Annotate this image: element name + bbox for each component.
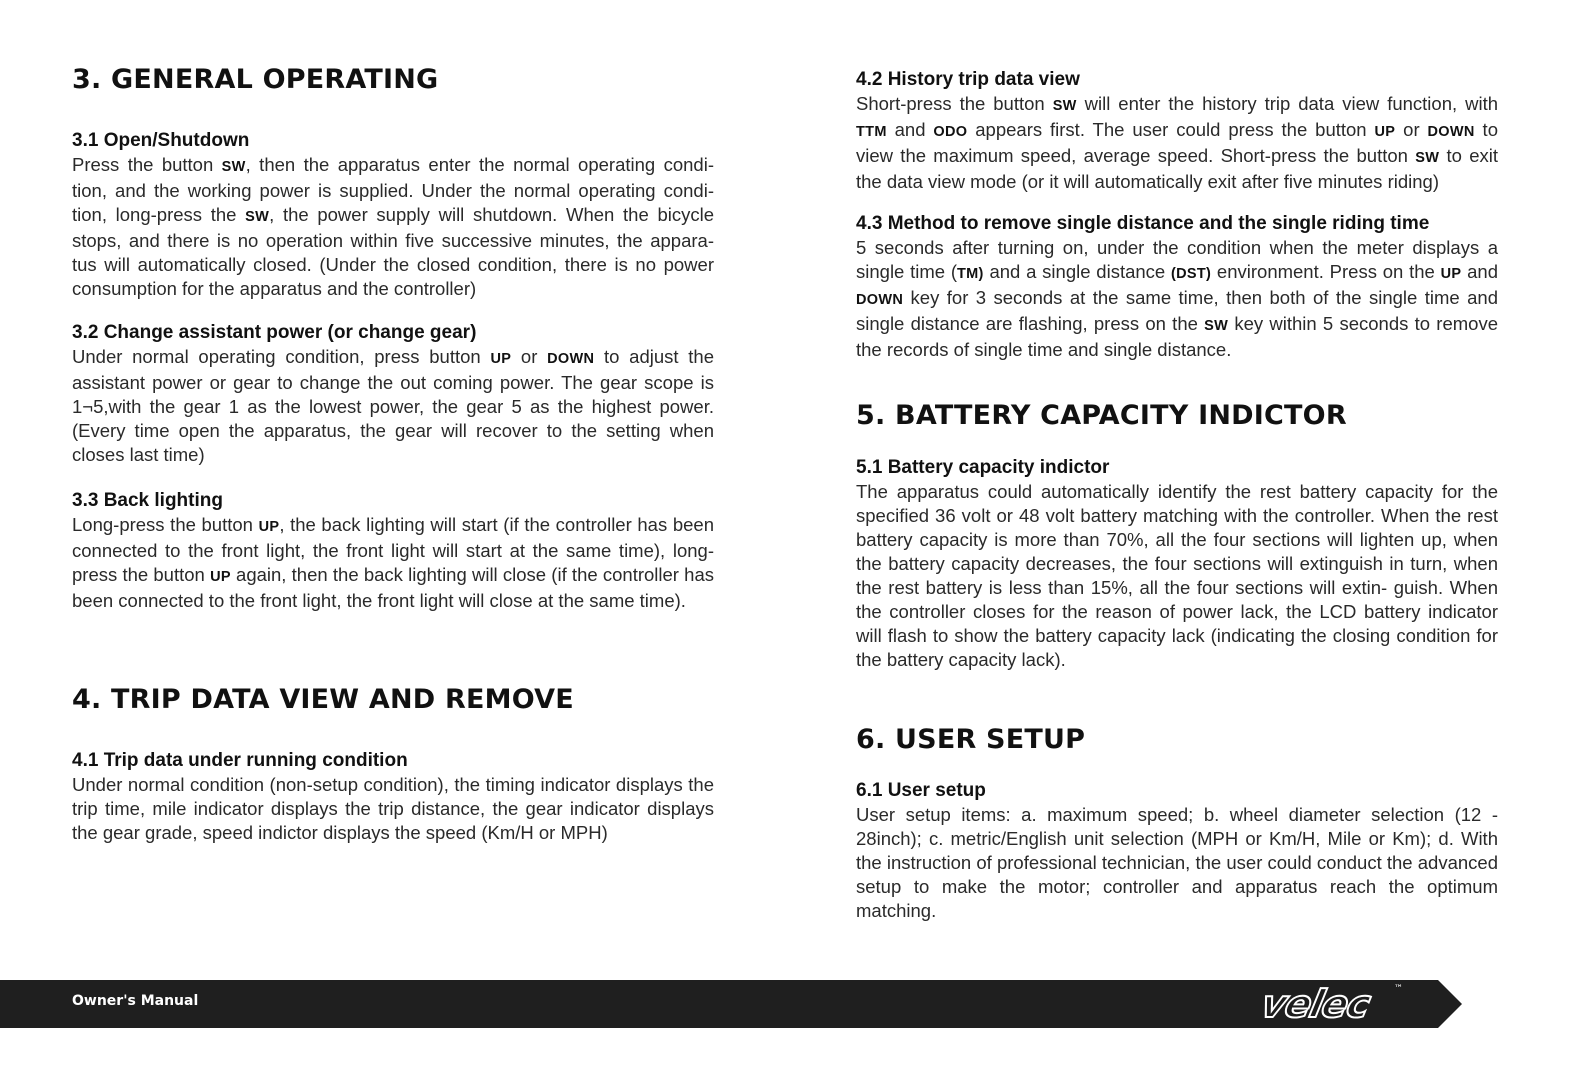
- section-3-3-text: Long-press the button UP, the back lighting will start (if the controller has been connected to the front light, the front light will start at the same time), long-press the button UP again, then the back lighting will close (if the controller has been connected to the front light, the front light will close at the same time).: [72, 514, 715, 611]
- ttm-key-label: TTM: [856, 124, 887, 140]
- tm-key-label: TM): [957, 266, 984, 282]
- sw-key-label: SW: [245, 209, 270, 225]
- down-key-label: DOWN: [1427, 124, 1475, 140]
- odo-key-label: ODO: [933, 124, 968, 140]
- section-3-1-text: Press the button SW, then the apparatus enter the normal operating condi- tion, and the working power is supplied. Under the normal operating condi- tion, long-press the SW, the power supply will shutdown. When the bicycle stops, and there is no operation within five successive minutes, the appara- tus will automatically closed. (Under the closed condition, there is no power consumption for the apparatus and the controller): [72, 154, 714, 299]
- logo-trademark-mark: ™: [1394, 984, 1403, 994]
- section-6-1-text: User setup items: a. maximum speed; b. wheel diameter selection (12 - 28inch); c. metric/English unit selection (MPH or Km/H, Mile or Km); d. With the instruction of professional technician, the user could conduct the advanced setup to make the motor; controller and apparatus reach the optimum matching.: [856, 804, 1498, 921]
- section-3-3-heading: 3.3 Back lighting: [72, 490, 223, 511]
- footer-bar: [0, 980, 1462, 1028]
- velec-logo: velec: [1257, 982, 1374, 1026]
- footer-arrow-shape: [0, 980, 1462, 1028]
- section-3-heading: 3. GENERAL OPERATING: [72, 64, 439, 95]
- up-key-label: UP: [1440, 266, 1462, 282]
- section-6-1-heading: 6.1 User setup: [856, 780, 986, 801]
- sw-key-label: SW: [1204, 318, 1229, 334]
- footer-label: Owner's Manual: [72, 993, 199, 1009]
- down-key-label: DOWN: [856, 292, 904, 308]
- section-4-2-heading: 4.2 History trip data view: [856, 69, 1080, 90]
- up-key-label: UP: [210, 569, 231, 585]
- section-5-heading: 5. BATTERY CAPACITY INDICTOR: [856, 400, 1347, 431]
- section-5-1-heading: 5.1 Battery capacity indictor: [856, 457, 1110, 478]
- sw-key-label: SW: [1052, 98, 1077, 114]
- up-key-label: UP: [258, 519, 280, 535]
- section-3-2-heading: 3.2 Change assistant power (or change gear): [72, 322, 477, 343]
- section-4-3-text: 5 seconds after turning on, under the condition when the meter displays a single time (TM) and a single distance (DST) environment. Press on the UP and DOWN key for 3 seconds at the same time, then both of the single time and single distance are flashing, press on the SW key within 5 seconds to remove the records of single time and single distance.: [856, 237, 1498, 360]
- section-4-2-text: Short-press the button SW will enter the history trip data view function, with TTM and ODO appears first. The user could press the button UP or DOWN to view the maximum speed, average speed. Short-press the button SW to exit the data view mode (or it will automatically exit after five minutes riding): [856, 93, 1499, 192]
- up-key-label: UP: [490, 351, 512, 367]
- section-5-1-text: The apparatus could automatically identify the rest battery capacity for the specified 36 volt or 48 volt battery matching with the controller. When the rest battery capacity is more than 70%, all the four sections will lighten up, when the battery capacity decreases, the four sections will extinguish in turn, when the rest battery is less than 15%, all the four sections will extin- guish. When the controller closes for the reason of power lack, the LCD battery indicator will flash to show the battery capacity lack (indicating the closing condition for the battery capacity lack).: [856, 481, 1498, 670]
- section-4-1-text: Under normal condition (non-setup condition), the timing indicator displays the trip time, mile indicator displays the trip distance, the gear indicator displays the gear grade, speed indictor displays the speed (Km/H or MPH): [72, 774, 714, 843]
- section-3-2-text: Under normal operating condition, press button UP or DOWN to adjust the assistant power or gear to change the out coming power. The gear scope is 1¬5,with the gear 1 as the lowest power, the gear 5 as the highest power. (Every time open the apparatus, the gear will recover to the setting when closes last time): [72, 346, 715, 465]
- section-4-3-heading: 4.3 Method to remove single distance and the single riding time: [856, 213, 1430, 234]
- section-4-1-heading: 4.1 Trip data under running condition: [72, 750, 408, 771]
- section-4-heading: 4. TRIP DATA VIEW AND REMOVE: [72, 684, 574, 715]
- dst-key-label: (DST): [1170, 266, 1212, 282]
- sw-key-label: SW: [1415, 150, 1440, 166]
- up-key-label: UP: [1374, 124, 1396, 140]
- sw-key-label: SW: [221, 159, 246, 175]
- down-key-label: DOWN: [547, 351, 595, 367]
- section-3-1-heading: 3.1 Open/Shutdown: [72, 130, 250, 151]
- section-6-heading: 6. USER SETUP: [856, 724, 1086, 755]
